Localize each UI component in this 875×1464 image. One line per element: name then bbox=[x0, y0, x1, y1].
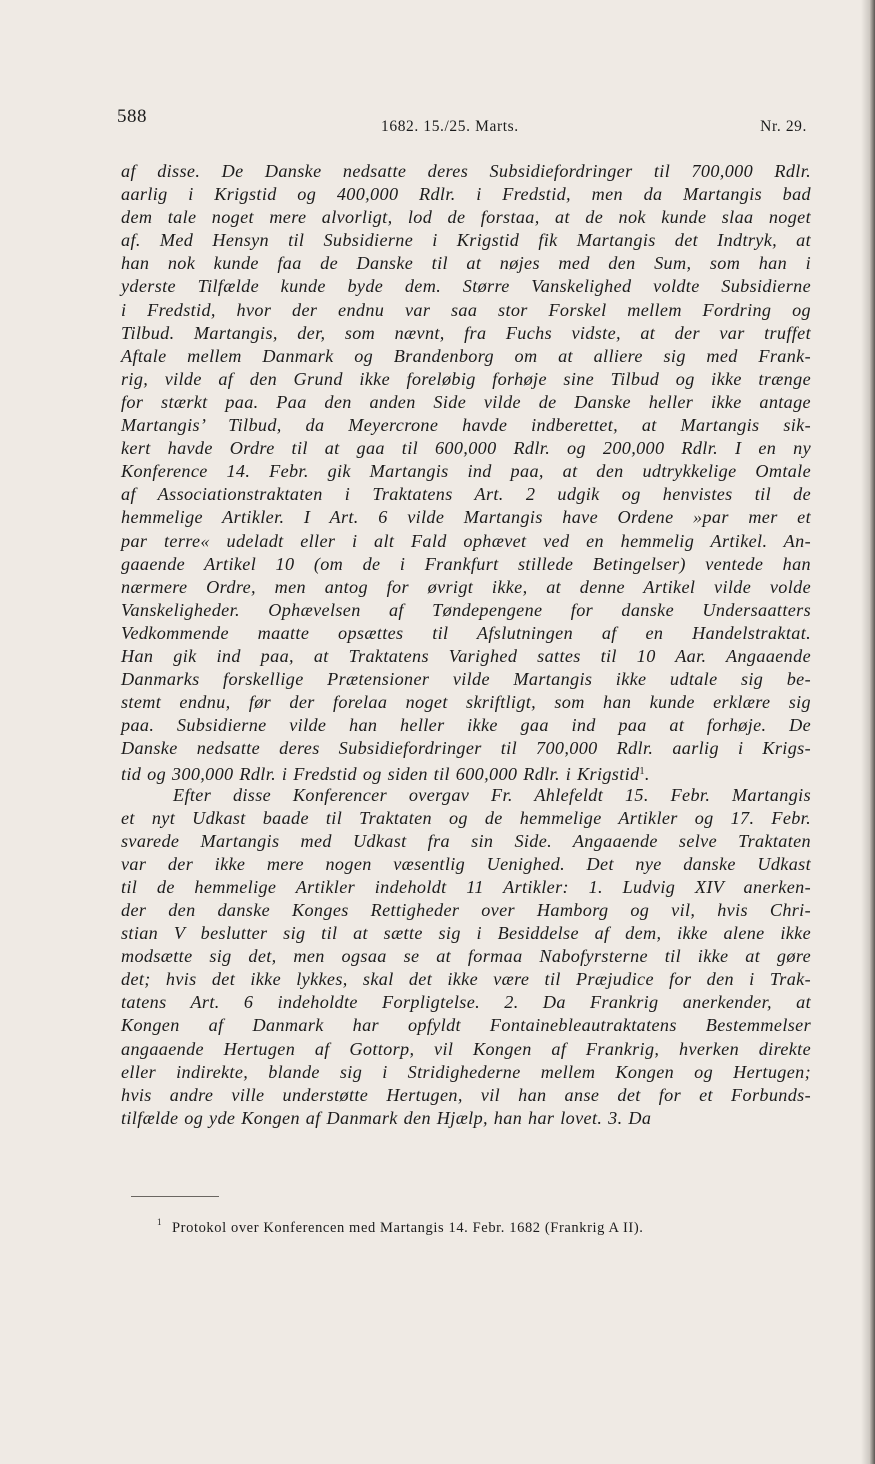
text-line: svarede Martangis med Udkast fra sin Side. Angaaende selve Traktaten bbox=[121, 830, 811, 851]
text-line: aarlig i Krigstid og 400,000 Rdlr. i Fredstid, men da Martangis bad bbox=[121, 184, 811, 205]
text-line: kert havde Ordre til at gaa til 600,000 Rdlr. og 200,000 Rdlr. I en ny bbox=[121, 438, 811, 459]
text-line: nærmere Ordre, men antog for øvrigt ikke, at denne Artikel vilde volde bbox=[121, 576, 811, 597]
page-edge-shadow bbox=[861, 0, 869, 1464]
text-line: af Associationstraktaten i Traktatens Art. 2 udgik og henvistes til de bbox=[121, 484, 811, 505]
text-line: dem tale noget mere alvorligt, lod de forstaa, at de nok kunde slaa noget bbox=[121, 207, 811, 228]
text-line: par terre« udeladt eller i alt Fald ophævet ved en hemmelig Artikel. An- bbox=[121, 530, 811, 551]
text-line: paa. Subsidierne vilde han heller ikke gaa ind paa at forhøje. De bbox=[121, 715, 811, 736]
text-line: Aftale mellem Danmark og Brandenborg om at alliere sig med Frank- bbox=[121, 345, 811, 366]
text-line: modsætte sig det, men ogsaa se at formaa Nabofyrsterne til ikke at gøre bbox=[121, 946, 811, 967]
text-line: Danmarks forskellige Prætensioner vilde Martangis ikke udtale sig be- bbox=[121, 669, 811, 690]
text-line: gaaende Artikel 10 (om de i Frankfurt stillede Betingelser) ventede han bbox=[121, 553, 811, 574]
text-line: Vedkommende maatte opsættes til Afslutningen af en Handelstraktat. bbox=[121, 622, 811, 643]
text-line: stemt endnu, før der forelaa noget skriftligt, som han kunde erklære sig bbox=[121, 692, 811, 713]
text-line: til de hemmelige Artikler indeholdt 11 Artikler: 1. Ludvig XIV anerken- bbox=[121, 876, 811, 897]
text-line: angaaende Hertugen af Gottorp, vil Kongen af Frankrig, hverken direkte bbox=[121, 1038, 811, 1059]
text-line: for stærkt paa. Paa den anden Side vilde de Danske heller ikke antage bbox=[121, 391, 811, 412]
body-text bbox=[121, 160, 811, 1130]
text-line: han nok kunde faa de Danske til at nøjes med den Sum, som han i bbox=[121, 253, 811, 274]
footnote bbox=[157, 1217, 644, 1237]
text-line: Tilbud. Martangis, der, som nævnt, fra Fuchs vidste, at der var truffet bbox=[121, 322, 811, 343]
text-line: Danske nedsatte deres Subsidiefordringer til 700,000 Rdlr. aarlig i Krigs- bbox=[121, 738, 811, 759]
text-line: Vanskeligheder. Ophævelsen af Tøndepengene for danske Undersaatters bbox=[121, 599, 811, 620]
page-header bbox=[117, 106, 807, 136]
page-number: 588 bbox=[117, 106, 147, 127]
text-line-content: tid og 300,000 Rdlr. i Fredstid og siden til 600,000 Rdlr. i Krigstid bbox=[121, 764, 640, 785]
text-line: hvis andre ville understøtte Hertugen, vil han anse det for et Forbunds- bbox=[121, 1084, 811, 1105]
text-line: i Fredstid, hvor der endnu var saa stor Forskel mellem Fordring og bbox=[121, 299, 811, 320]
text-line: tilfælde og yde Kongen af Danmark den Hjælp, han har lovet. 3. Da bbox=[121, 1107, 652, 1128]
text-line: Martangis’ Tilbud, da Meyercrone havde indberettet, at Martangis sik- bbox=[121, 415, 811, 436]
text-line: var der ikke mere nogen væsentlig Uenighed. Det nye danske Udkast bbox=[121, 853, 811, 874]
text-line: Konference 14. Febr. gik Martangis ind paa, at den udtrykkelige Omtale bbox=[121, 461, 811, 482]
paragraph-start-line: Efter disse Konferencer overgav Fr. Ahlefeldt 15. Febr. Martangis bbox=[173, 784, 811, 805]
text-line: Kongen af Danmark har opfyldt Fontainebleautraktatens Bestemmelser bbox=[121, 1015, 811, 1036]
footnote-text: Protokol over Konferencen med Martangis 14. Febr. 1682 (Frankrig A II). bbox=[172, 1220, 644, 1236]
text-line: et nyt Udkast baade til Traktaten og de hemmelige Artikler og 17. Febr. bbox=[121, 807, 811, 828]
text-line: rig, vilde af den Grund ikke foreløbig forhøje sine Tilbud og ikke trænge bbox=[121, 368, 811, 389]
footnote-mark: 1 bbox=[157, 1217, 163, 1227]
text-line: hemmelige Artikler. I Art. 6 vilde Martangis have Ordene »par mer et bbox=[121, 507, 811, 528]
text-line: Han gik ind paa, at Traktatens Varighed sattes til 10 Aar. Angaaende bbox=[121, 645, 811, 666]
text-line: der den danske Konges Rettigheder over Hamborg og vil, hvis Chri- bbox=[121, 900, 811, 920]
text-line: yderste Tilfælde kunde byde dem. Større Vanskelighed voldte Subsidierne bbox=[121, 276, 811, 297]
text-line-with-footnote: tid og 300,000 Rdlr. i Fredstid og siden til 600,000 Rdlr. i Krigstid$^1$. bbox=[121, 764, 650, 785]
page-edge bbox=[869, 0, 875, 1464]
footnote-divider bbox=[131, 1196, 219, 1197]
text-line: tatens Art. 6 indeholdte Forpligtelse. 2. Da Frankrig anerkender, at bbox=[121, 992, 811, 1013]
text-line: eller indirekte, blande sig i Stridighederne mellem Kongen og Hertugen; bbox=[121, 1061, 811, 1082]
running-head: 1682. 15./25. Marts. bbox=[381, 118, 519, 135]
footnote-reference[interactable]: 1 bbox=[639, 766, 645, 778]
text-line: det; hvis det ikke lykkes, skal det ikke være til Præjudice for den i Trak- bbox=[121, 969, 811, 990]
document-number: Nr. 29. bbox=[760, 118, 807, 135]
text-line: stian V beslutter sig til at sætte sig i Besiddelse af dem, ikke alene ikke bbox=[121, 923, 811, 944]
text-line: af disse. De Danske nedsatte deres Subsidiefordringer til 700,000 Rdlr. bbox=[121, 161, 811, 181]
text-line: af. Med Hensyn til Subsidierne i Krigstid fik Martangis det Indtryk, at bbox=[121, 230, 811, 251]
